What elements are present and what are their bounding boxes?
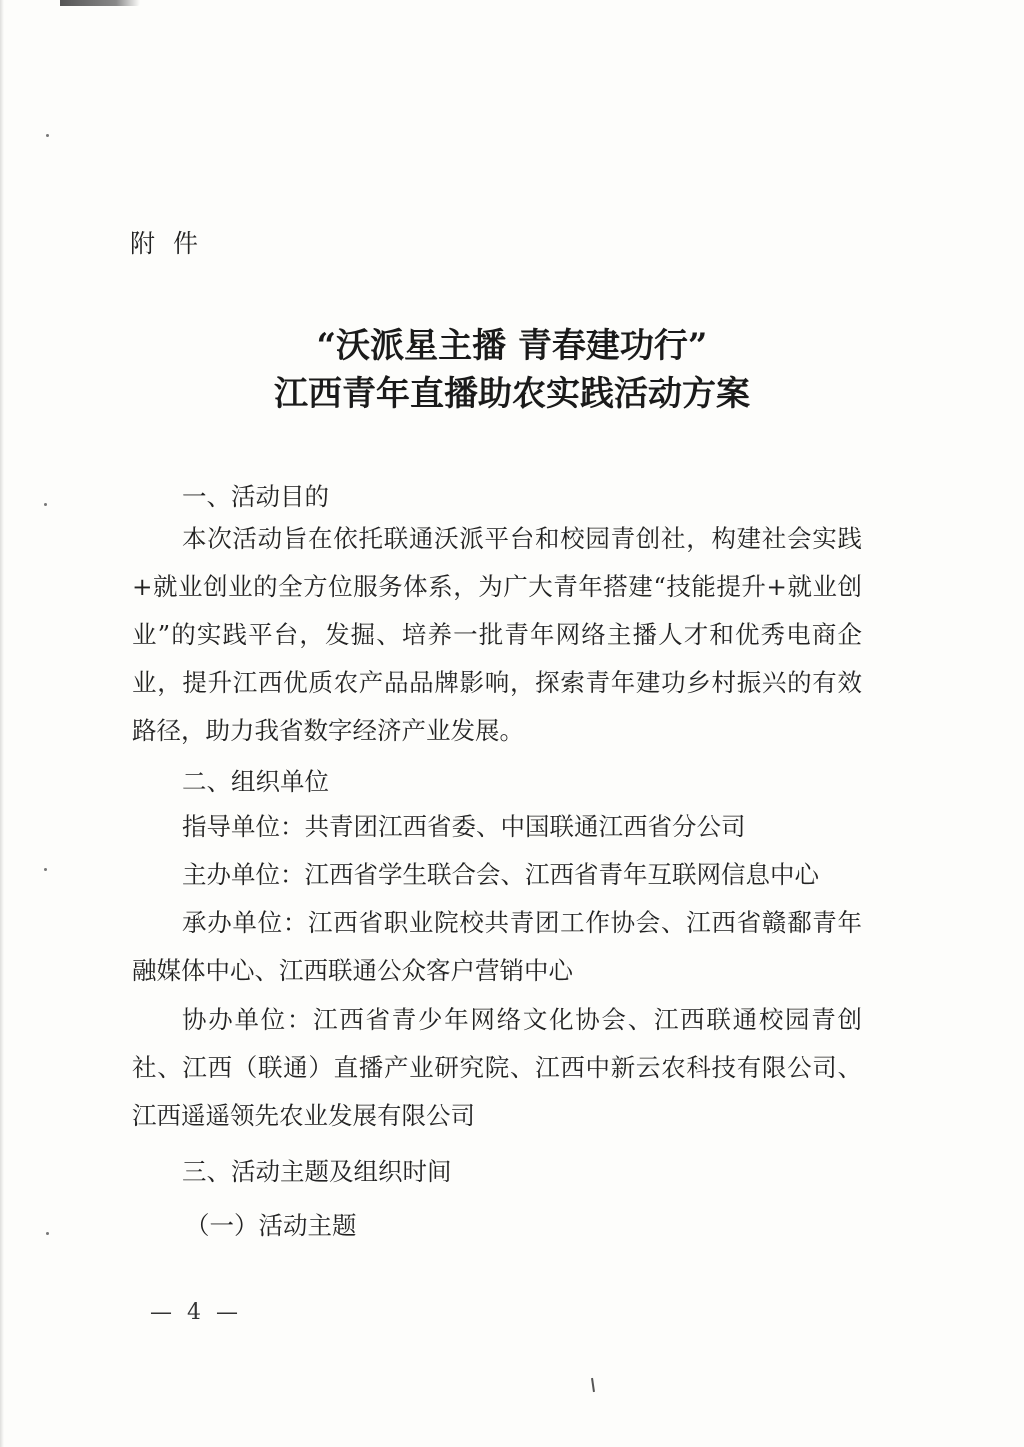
paragraph-purpose: 本次活动旨在依托联通沃派平台和校园青创社，构建社会实践+就业创业的全方位服务体系，为广大青年搭建“技能提升+就业创业”的实践平台，发掘、培养一批青年网络主播人才和优秀电商企业，提升江西优质农产品品牌影响，探索青年建功乡村振兴的有效路径，助力我省数字经济产业发展。 xyxy=(132,524,862,745)
scan-speck xyxy=(46,1232,49,1235)
scan-speck xyxy=(44,503,47,506)
document-title-line-2: 江西青年直播助农实践活动方案 xyxy=(274,374,750,414)
scan-edge-shadow xyxy=(0,0,4,1447)
paragraph-undertake-unit: 承办单位：江西省职业院校共青团工作协会、江西省赣鄱青年融媒体中心、江西联通公众客户营销中心 xyxy=(132,908,862,985)
scan-speck xyxy=(44,868,47,871)
sub-heading-theme: （一）活动主题 xyxy=(185,1211,357,1240)
section-heading-purpose: 一、活动目的 xyxy=(182,482,329,511)
scan-mark xyxy=(60,0,140,6)
scan-speck xyxy=(46,134,49,137)
paragraph-assist-unit: 协办单位：江西省青少年网络文化协会、江西联通校园青创社、江西（联通）直播产业研究院、江西中新云农科技有限公司、江西遥遥领先农业发展有限公司 xyxy=(132,1005,862,1130)
paragraph-host-unit: 主办单位：江西省学生联合会、江西省青年互联网信息中心 xyxy=(182,860,819,889)
section-heading-organizers: 二、组织单位 xyxy=(182,767,329,796)
section-heading-theme-time: 三、活动主题及组织时间 xyxy=(182,1157,452,1186)
attachment-label: 附件 xyxy=(130,229,217,258)
paragraph-guide-unit: 指导单位：共青团江西省委、中国联通江西省分公司 xyxy=(182,812,746,841)
scan-mark-bottom xyxy=(591,1378,595,1392)
page-number: — 4 — xyxy=(150,1300,242,1325)
document-title-line-1: “沃派星主播 青春建功行” xyxy=(316,326,708,366)
